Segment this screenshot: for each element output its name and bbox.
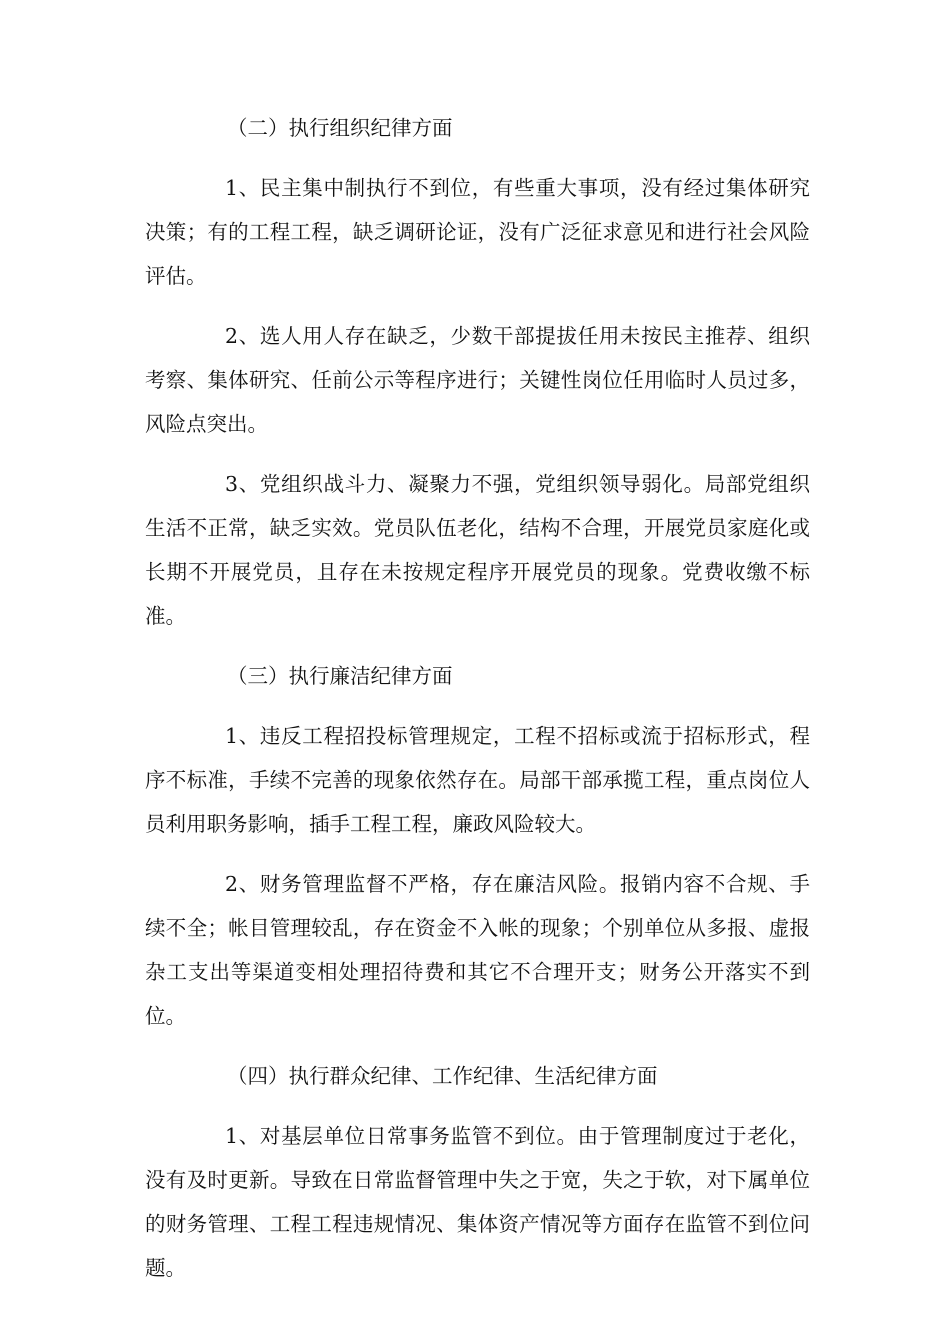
paragraph: 3、党组织战斗力、凝聚力不强，党组织领导弱化。局部党组织生活不正常，缺乏实效。党员队伍老化，结构不合理，开展党员家庭化或长期不开展党员，且存在未按规定程序开展党员的现象。党费收缴不标准。 <box>145 472 810 628</box>
paragraph: 2、财务管理监督不严格，存在廉洁风险。报销内容不合规、手续不全；帐目管理较乱，存在资金不入帐的现象；个别单位从多报、虚报杂工支出等渠道变相处理招待费和其它不合理开支；财务公开落实不到位。 <box>145 872 810 1028</box>
paragraph: 1、违反工程招投标管理规定，工程不招标或流于招标形式，程序不标准，手续不完善的现象依然存在。局部干部承揽工程，重点岗位人员利用职务影响，插手工程工程，廉政风险较大。 <box>145 724 810 836</box>
paragraph: 1、民主集中制执行不到位，有些重大事项，没有经过集体研究决策；有的工程工程，缺乏调研论证，没有广泛征求意见和进行社会风险评估。 <box>145 176 810 288</box>
section-heading-2: （二）执行组织纪律方面 <box>227 116 453 140</box>
document-body <box>145 106 810 1290</box>
section-heading-3: （三）执行廉洁纪律方面 <box>227 664 453 688</box>
paragraph: 1、对基层单位日常事务监管不到位。由于管理制度过于老化，没有及时更新。导致在日常监督管理中失之于宽，失之于软，对下属单位的财务管理、工程工程违规情况、集体资产情况等方面存在监管不到位问题。 <box>145 1124 810 1280</box>
paragraph: 2、选人用人存在缺乏，少数干部提拔任用未按民主推荐、组织考察、集体研究、任前公示等程序进行；关键性岗位任用临时人员过多，风险点突出。 <box>145 324 810 436</box>
section-heading-4: （四）执行群众纪律、工作纪律、生活纪律方面 <box>227 1064 658 1088</box>
